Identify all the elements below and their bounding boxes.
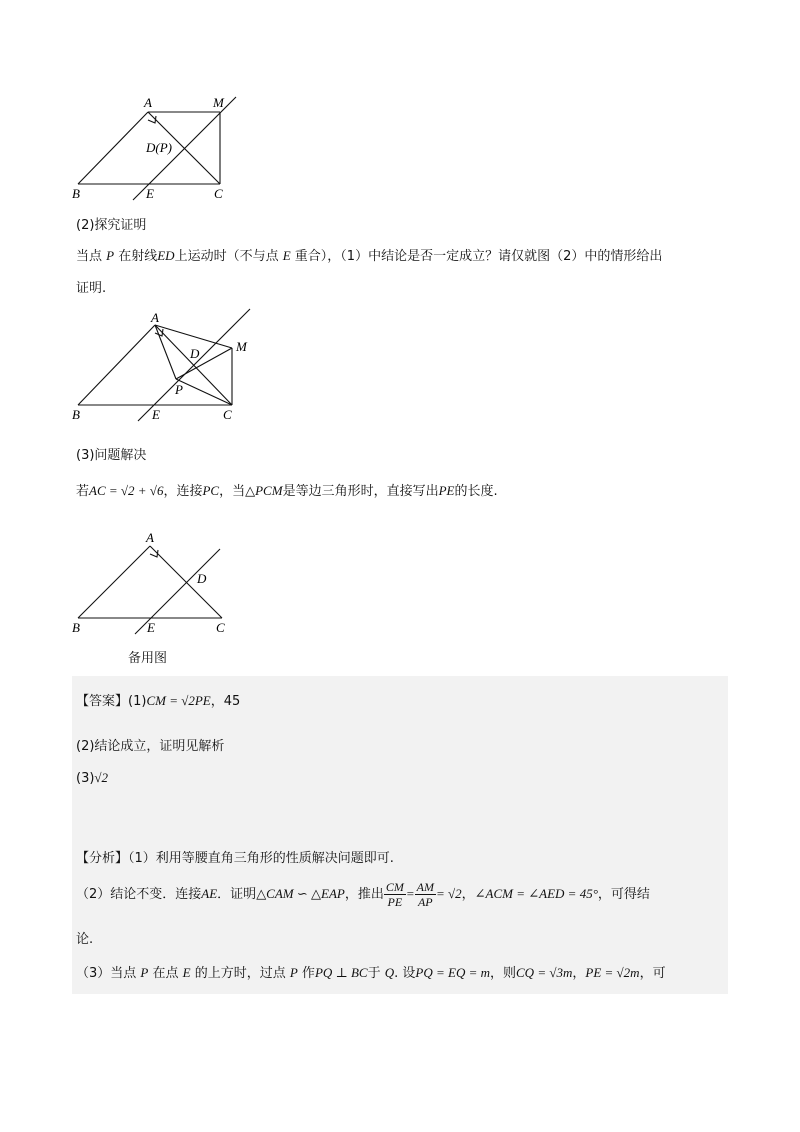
figure-1 [70, 92, 250, 202]
label-B: B [72, 620, 80, 635]
label-E: E [146, 186, 154, 201]
label-C: C [223, 407, 232, 422]
answer-line-1: 【答案】(1)CM = √2PE，45 [76, 693, 241, 709]
figure-1-diagram [70, 92, 250, 202]
fraction-am-ap: $\frac{AM}{AP}$ [416, 880, 434, 909]
label-D: D [197, 571, 207, 586]
figure-2 [70, 303, 260, 423]
part3-line: 若AC = √2 + √6，连接PC，当△PCM是等边三角形时，直接写出PE的长度. [76, 483, 498, 499]
part2-heading: (2)探究证明 [76, 218, 147, 233]
answer-box [72, 676, 728, 994]
label-C: C [216, 620, 225, 635]
label-B: B [72, 186, 80, 201]
answer-line-2: (2)结论成立，证明见解析 [76, 739, 225, 754]
label-P: P [175, 382, 183, 397]
label-B: B [72, 407, 80, 422]
analysis-line-3: 论. [76, 932, 94, 947]
analysis-line-4: （3）当点 P 在点 E 的上方时，过点 P 作PQ ⊥ BC于 Q. 设PQ = EQ = m，则CQ = √3m，PE = √2m，可 [76, 965, 666, 981]
analysis-line-1: 【分析】（1）利用等腰直角三角形的性质解决问题即可. [76, 851, 394, 866]
label-A: A [146, 530, 154, 545]
label-C: C [214, 186, 223, 201]
label-M: M [236, 339, 247, 354]
label-DP: D(P) [146, 140, 172, 155]
analysis-line-2: （2）结论不变．连接AE．证明△CAM ∽ △EAP，推出 $\frac{CM}{PE}$ = $\frac{AM}{AP}$ = √2，∠ACM = ∠AED = 45°，可得结 [76, 880, 650, 909]
figure-3-diagram [70, 530, 240, 640]
figure-3 [70, 530, 240, 640]
label-E: E [147, 620, 155, 635]
fraction-cm-pe: $\frac{CM}{PE}$ [385, 880, 404, 909]
label-D: D [190, 346, 200, 361]
part3-heading: (3)问题解决 [76, 448, 147, 463]
label-M: M [213, 95, 224, 110]
figure-2-diagram [70, 303, 260, 423]
part2-line2: 证明. [76, 281, 107, 296]
label-E: E [152, 407, 160, 422]
part2-line1: 当点 P 在射线ED上运动时（不与点 E 重合），（1）中结论是否一定成立？请仅就图（2）中的情形给出 [76, 248, 663, 264]
answer-line-3: (3)√2 [76, 770, 109, 786]
label-A: A [144, 95, 152, 110]
label-A: A [151, 310, 159, 325]
figure-3-caption: 备用图 [128, 651, 168, 666]
